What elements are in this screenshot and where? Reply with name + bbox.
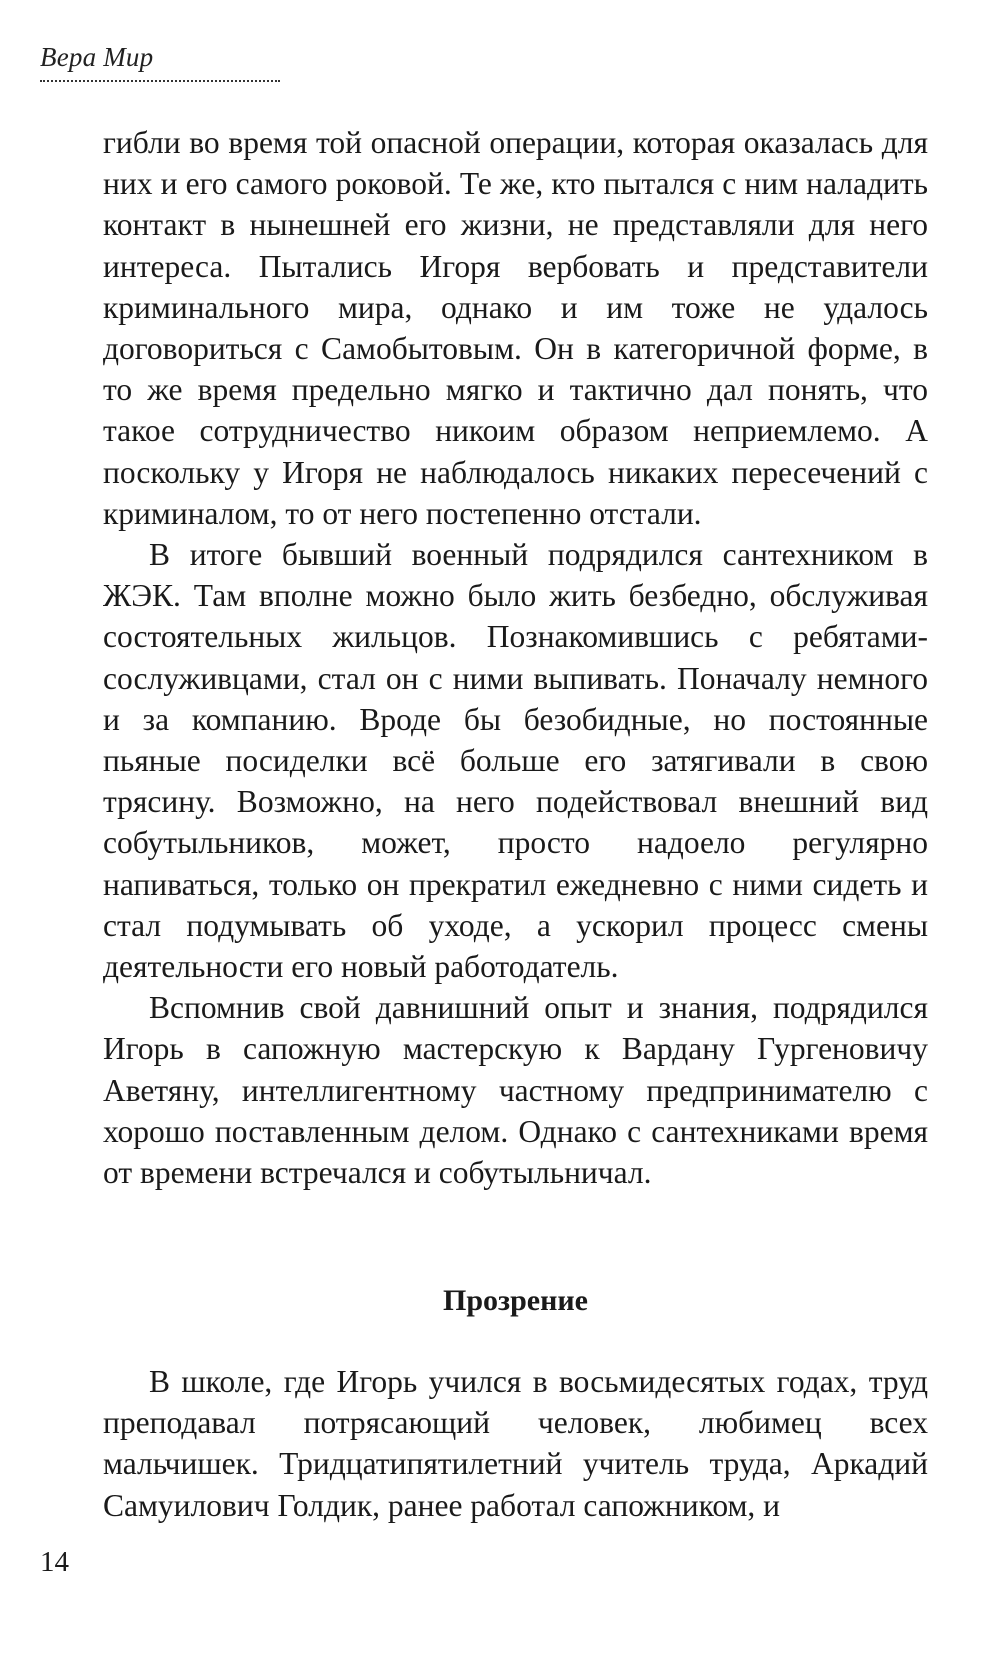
section-text-block (103, 1361, 928, 1526)
running-head-title: Вера Мир (40, 42, 154, 72)
paragraph: В итоге бывший военный подрядился сантехником в ЖЭК. Там вполне можно было жить безбедно, обслуживая состоятельных жильцов. Познакомившись с ребятами-сослуживцами, стал он с ними выпивать. Поначалу немного и за компанию. Вроде бы безобидные, но постоянные пьяные посиделки всё больше его затягивали в свою трясину. Возможно, на него подействовал внешний вид собутыльников, может, просто надоело регулярно напиваться, только он прекратил ежедневно с ними сидеть и стал подумывать об уходе, а ускорил процесс смены деятельности его новый работодатель. (103, 537, 928, 985)
section-heading: Прозрение (443, 1284, 588, 1317)
paragraph: В школе, где Игорь учился в восьмидесятых годах, труд преподавал потрясающий человек, любимец всех мальчишек. Тридцатипятилетний учитель труда, Аркадий Самуилович Голдик, ранее работал сапожником, и (103, 1364, 928, 1523)
page-number: 14 (40, 1546, 69, 1578)
main-text-block (103, 122, 928, 1193)
paragraph-continuation: гибли во время той опасной операции, которая оказалась для них и его самого роковой. Те же, кто пытался с ним наладить контакт в нынешней его жизни, не представляли для него интереса. Пытались Игоря вербовать и представители криминального мира, однако и им тоже не удалось договориться с Самобытовым. Он в категоричной форме, в то же время предельно мягко и тактично дал понять, что такое сотрудничество никоим образом неприемлемо. А поскольку у Игоря не наблюдалось никаких пересечений с криминалом, то от него постепенно отстали. (103, 125, 928, 531)
running-head-dotted-rule (40, 80, 280, 82)
paragraph: Вспомнив свой давнишний опыт и знания, подрядился Игорь в сапожную мастерскую к Вардану Гургеновичу Аветяну, интеллигентному частному предпринимателю с хорошо поставленным делом. Однако с сантехниками время от времени встречался и собутыльничал. (103, 990, 928, 1191)
